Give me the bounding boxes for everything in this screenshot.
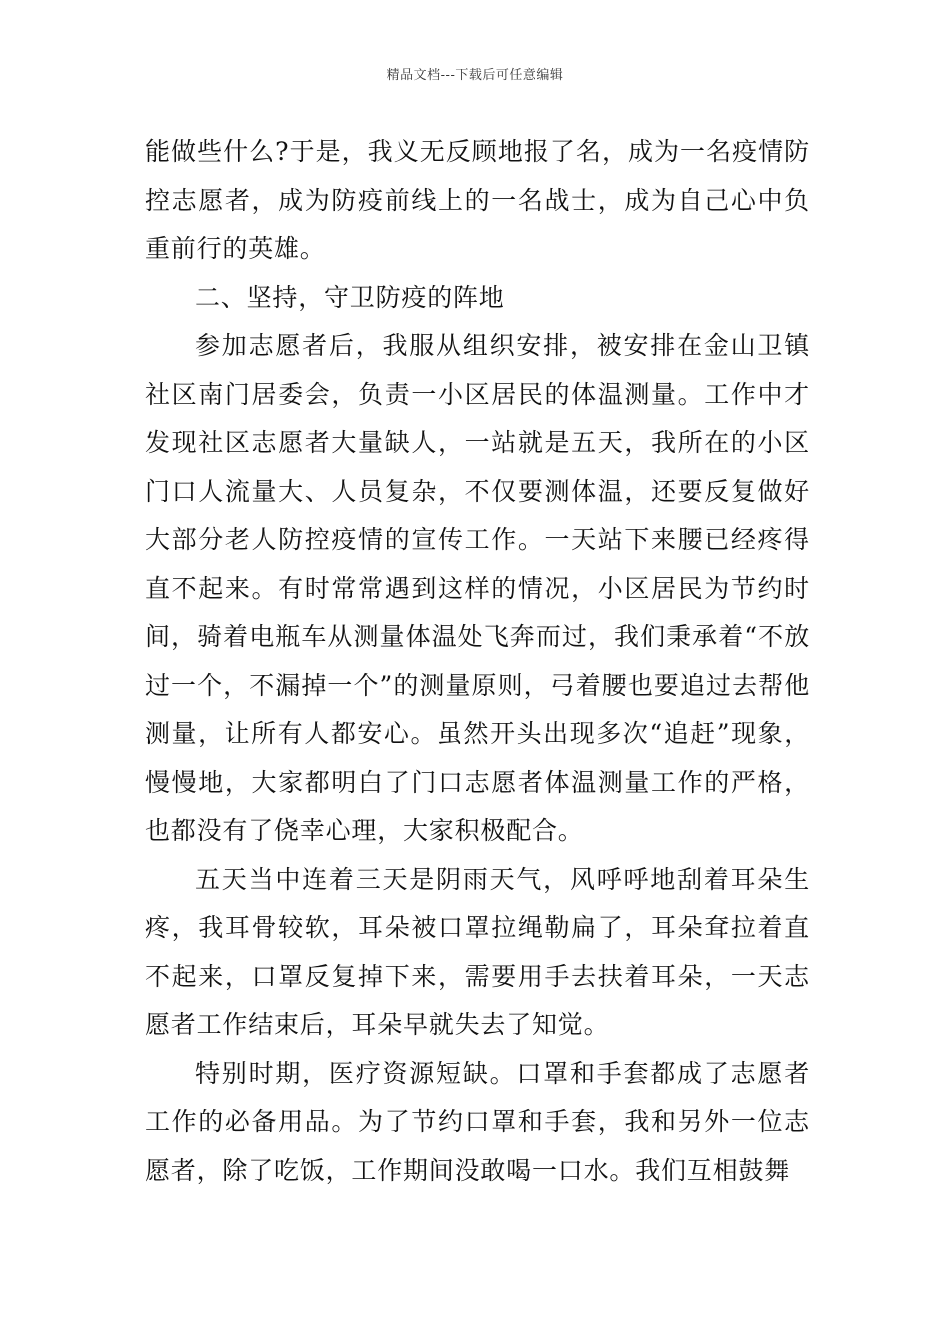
paragraph: 参加志愿者后，我服从组织安排，被安排在金山卫镇社区南门居委会，负责一小区居民的体温测量。工作中才发现社区志愿者大量缺人，一站就是五天，我所在的小区门口人流量大、人员复杂，不仅要测体温，还要反复做好大部分老人防控疫情的宣传工作。一天站下来腰已经疼得直不起来。有时常常遇到这样的情况，小区居民为节约时间，骑着电瓶车从测量体温处飞奔而过，我们秉承着“不放过一个，不漏掉一个”的测量原则，弓着腰也要追过去帮他测量，让所有人都安心。虽然开头出现多次“追赶”现象，慢慢地，大家都明白了门口志愿者体温测量工作的严格，也都没有了侥幸心理，大家积极配合。 bbox=[145, 331, 810, 845]
document-body bbox=[145, 128, 810, 1195]
page-header: 精品文档---下载后可任意编辑 bbox=[386, 68, 564, 83]
paragraph: 能做些什么?于是，我义无反顾地报了名，成为一名疫情防控志愿者，成为防疫前线上的一名战士，成为自己心中负重前行的英雄。 bbox=[145, 137, 810, 263]
paragraph: 五天当中连着三天是阴雨天气，风呼呼地刮着耳朵生疼，我耳骨较软，耳朵被口罩拉绳勒扁了，耳朵耷拉着直不起来，口罩反复掉下来，需要用手去扶着耳朵，一天志愿者工作结束后，耳朵早就失去了知觉。 bbox=[145, 864, 810, 1039]
paragraph: 特别时期，医疗资源短缺。口罩和手套都成了志愿者工作的必备用品。为了节约口罩和手套，我和另外一位志愿者，除了吃饭，工作期间没敢喝一口水。我们互相鼓舞 bbox=[145, 1058, 810, 1185]
section-heading: 二、坚持，守卫防疫的阵地 bbox=[195, 282, 505, 312]
